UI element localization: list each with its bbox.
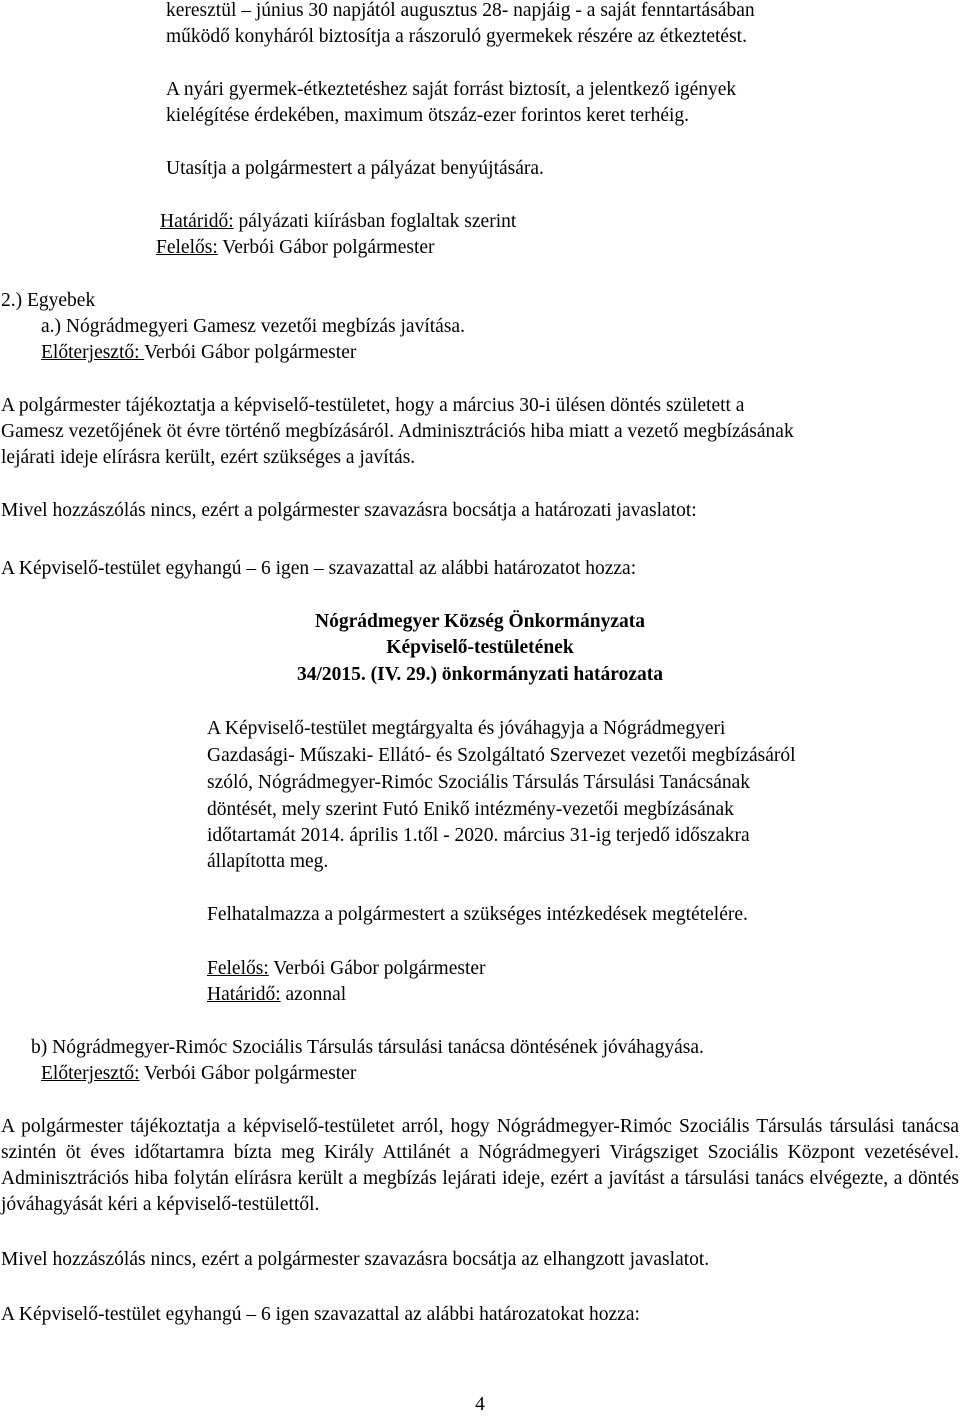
item-a-paragraph-line-1: A polgármester tájékoztatja a képviselő-testületet, hogy a március 30-i ülésen döntés született a <box>1 395 745 416</box>
instruction-text: Utasítja a polgármestert a pályázat benyújtására. <box>166 158 544 179</box>
presenter-value: Verbói Gábor polgármester <box>144 342 357 363</box>
resolution-responsible <box>207 956 486 982</box>
resolution-responsible-label: Felelős: <box>207 958 269 979</box>
resolution-responsible-value: Verbói Gábor polgármester <box>268 958 486 979</box>
resolution-body-line-4: döntését, mely szerint Futó Enikő intézmény-vezetői megbízásának <box>207 799 734 820</box>
resolution-deadline-value: azonnal <box>280 984 347 1005</box>
funding-line-1: A nyári gyermek-étkeztetéshez saját forrást biztosít, a jelentkező igények <box>166 79 737 100</box>
item-b-presenter-value: Verbói Gábor polgármester <box>139 1063 357 1084</box>
responsible-label: Felelős: <box>156 237 218 258</box>
item-a-paragraph-line-3: lejárati ideje elírásra került, ezért szükséges a javítás. <box>1 447 416 468</box>
deadline-label: Határidő: <box>160 211 234 232</box>
resolution-deadline-label: Határidő: <box>207 984 281 1005</box>
item-a-presenter <box>41 340 356 366</box>
item-a-vote-result: A Képviselő-testület egyhangú – 6 igen – szavazattal az alábbi határozatot hozza: <box>1 558 637 579</box>
section-title: 2.) Egyebek <box>1 290 96 311</box>
item-b-vote-intro: Mivel hozzászólás nincs, ezért a polgármester szavazásra bocsátja az elhangzott javaslatot. <box>1 1249 710 1270</box>
funding-line-2: kielégítése érdekében, maximum ötszáz-ezer forintos keret terhéig. <box>166 105 690 126</box>
item-b-paragraph: A polgármester tájékoztatja a képviselő-testületet arról, hogy Nógrádmegyer-Rimóc Szociális Társulás társulási tanácsa szintén öt éves időtartamra bízta meg Király Attilánét a Nógrádmegyeri Virágsziget Szociális Központ vezetésével. Adminisztrációs hiba folytán elírásra került a megbízás lejárati ideje, ezért a javítást a társulási tanács elvégezte, a döntés jóváhagyását kéri a képviselő-testülettől. <box>1 1116 959 1215</box>
resolution-body-line-2: Gazdasági- Műszaki- Ellátó- és Szolgáltató Szervezet vezetői megbízásáról <box>207 745 796 766</box>
deadline-line <box>160 209 516 235</box>
resolution-body-line-1: A Képviselő-testület megtárgyalta és jóváhagyja a Nógrádmegyeri <box>207 718 726 739</box>
item-b-vote-result: A Képviselő-testület egyhangú – 6 igen szavazattal az alábbi határozatokat hozza: <box>1 1304 640 1325</box>
resolution-heading-1: Nógrádmegyer Község Önkormányzata <box>314 611 645 632</box>
resolution-body-line-6: állapította meg. <box>207 851 329 872</box>
intro-line-2: működő konyháról biztosítja a rászoruló gyermekek részére az étkeztetést. <box>166 26 747 47</box>
item-b-presenter-label: Előterjesztő: <box>41 1063 140 1084</box>
item-b-presenter <box>41 1061 356 1087</box>
intro-line-1: keresztül – június 30 napjától augusztus 28- napjáig - a saját fenntartásában <box>166 0 755 21</box>
responsible-value: Verbói Gábor polgármester <box>217 237 435 258</box>
responsible-line <box>156 235 435 261</box>
item-a-vote-intro: Mivel hozzászólás nincs, ezért a polgármester szavazásra bocsátja a határozati javaslatot: <box>1 500 697 521</box>
resolution-heading-3: 34/2015. (IV. 29.) önkormányzati határozata <box>297 664 663 685</box>
item-a-title: a.) Nógrádmegyeri Gamesz vezetői megbízás javítása. <box>41 316 465 337</box>
resolution-deadline <box>207 982 346 1008</box>
resolution-body-line-5: időtartamát 2014. április 1.től - 2020. március 31-ig terjedő időszakra <box>207 825 750 846</box>
deadline-value: pályázati kiírásban foglaltak szerint <box>233 211 517 232</box>
resolution-heading-2: Képviselő-testületének <box>386 637 574 658</box>
resolution-authorization: Felhatalmazza a polgármestert a szükséges intézkedések megtételére. <box>207 904 748 925</box>
item-a-paragraph-line-2: Gamesz vezetőjének öt évre történő megbízásáról. Adminisztrációs hiba miatt a vezető megbízásának <box>1 421 794 442</box>
item-b-title: b) Nógrádmegyer-Rimóc Szociális Társulás társulási tanácsa döntésének jóváhagyása. <box>31 1037 704 1058</box>
resolution-body-line-3: szóló, Nógrádmegyer-Rimóc Szociális Társulás Társulási Tanácsának <box>207 772 751 793</box>
page-number: 4 <box>475 1394 485 1415</box>
presenter-label: Előterjesztő: <box>41 342 145 363</box>
